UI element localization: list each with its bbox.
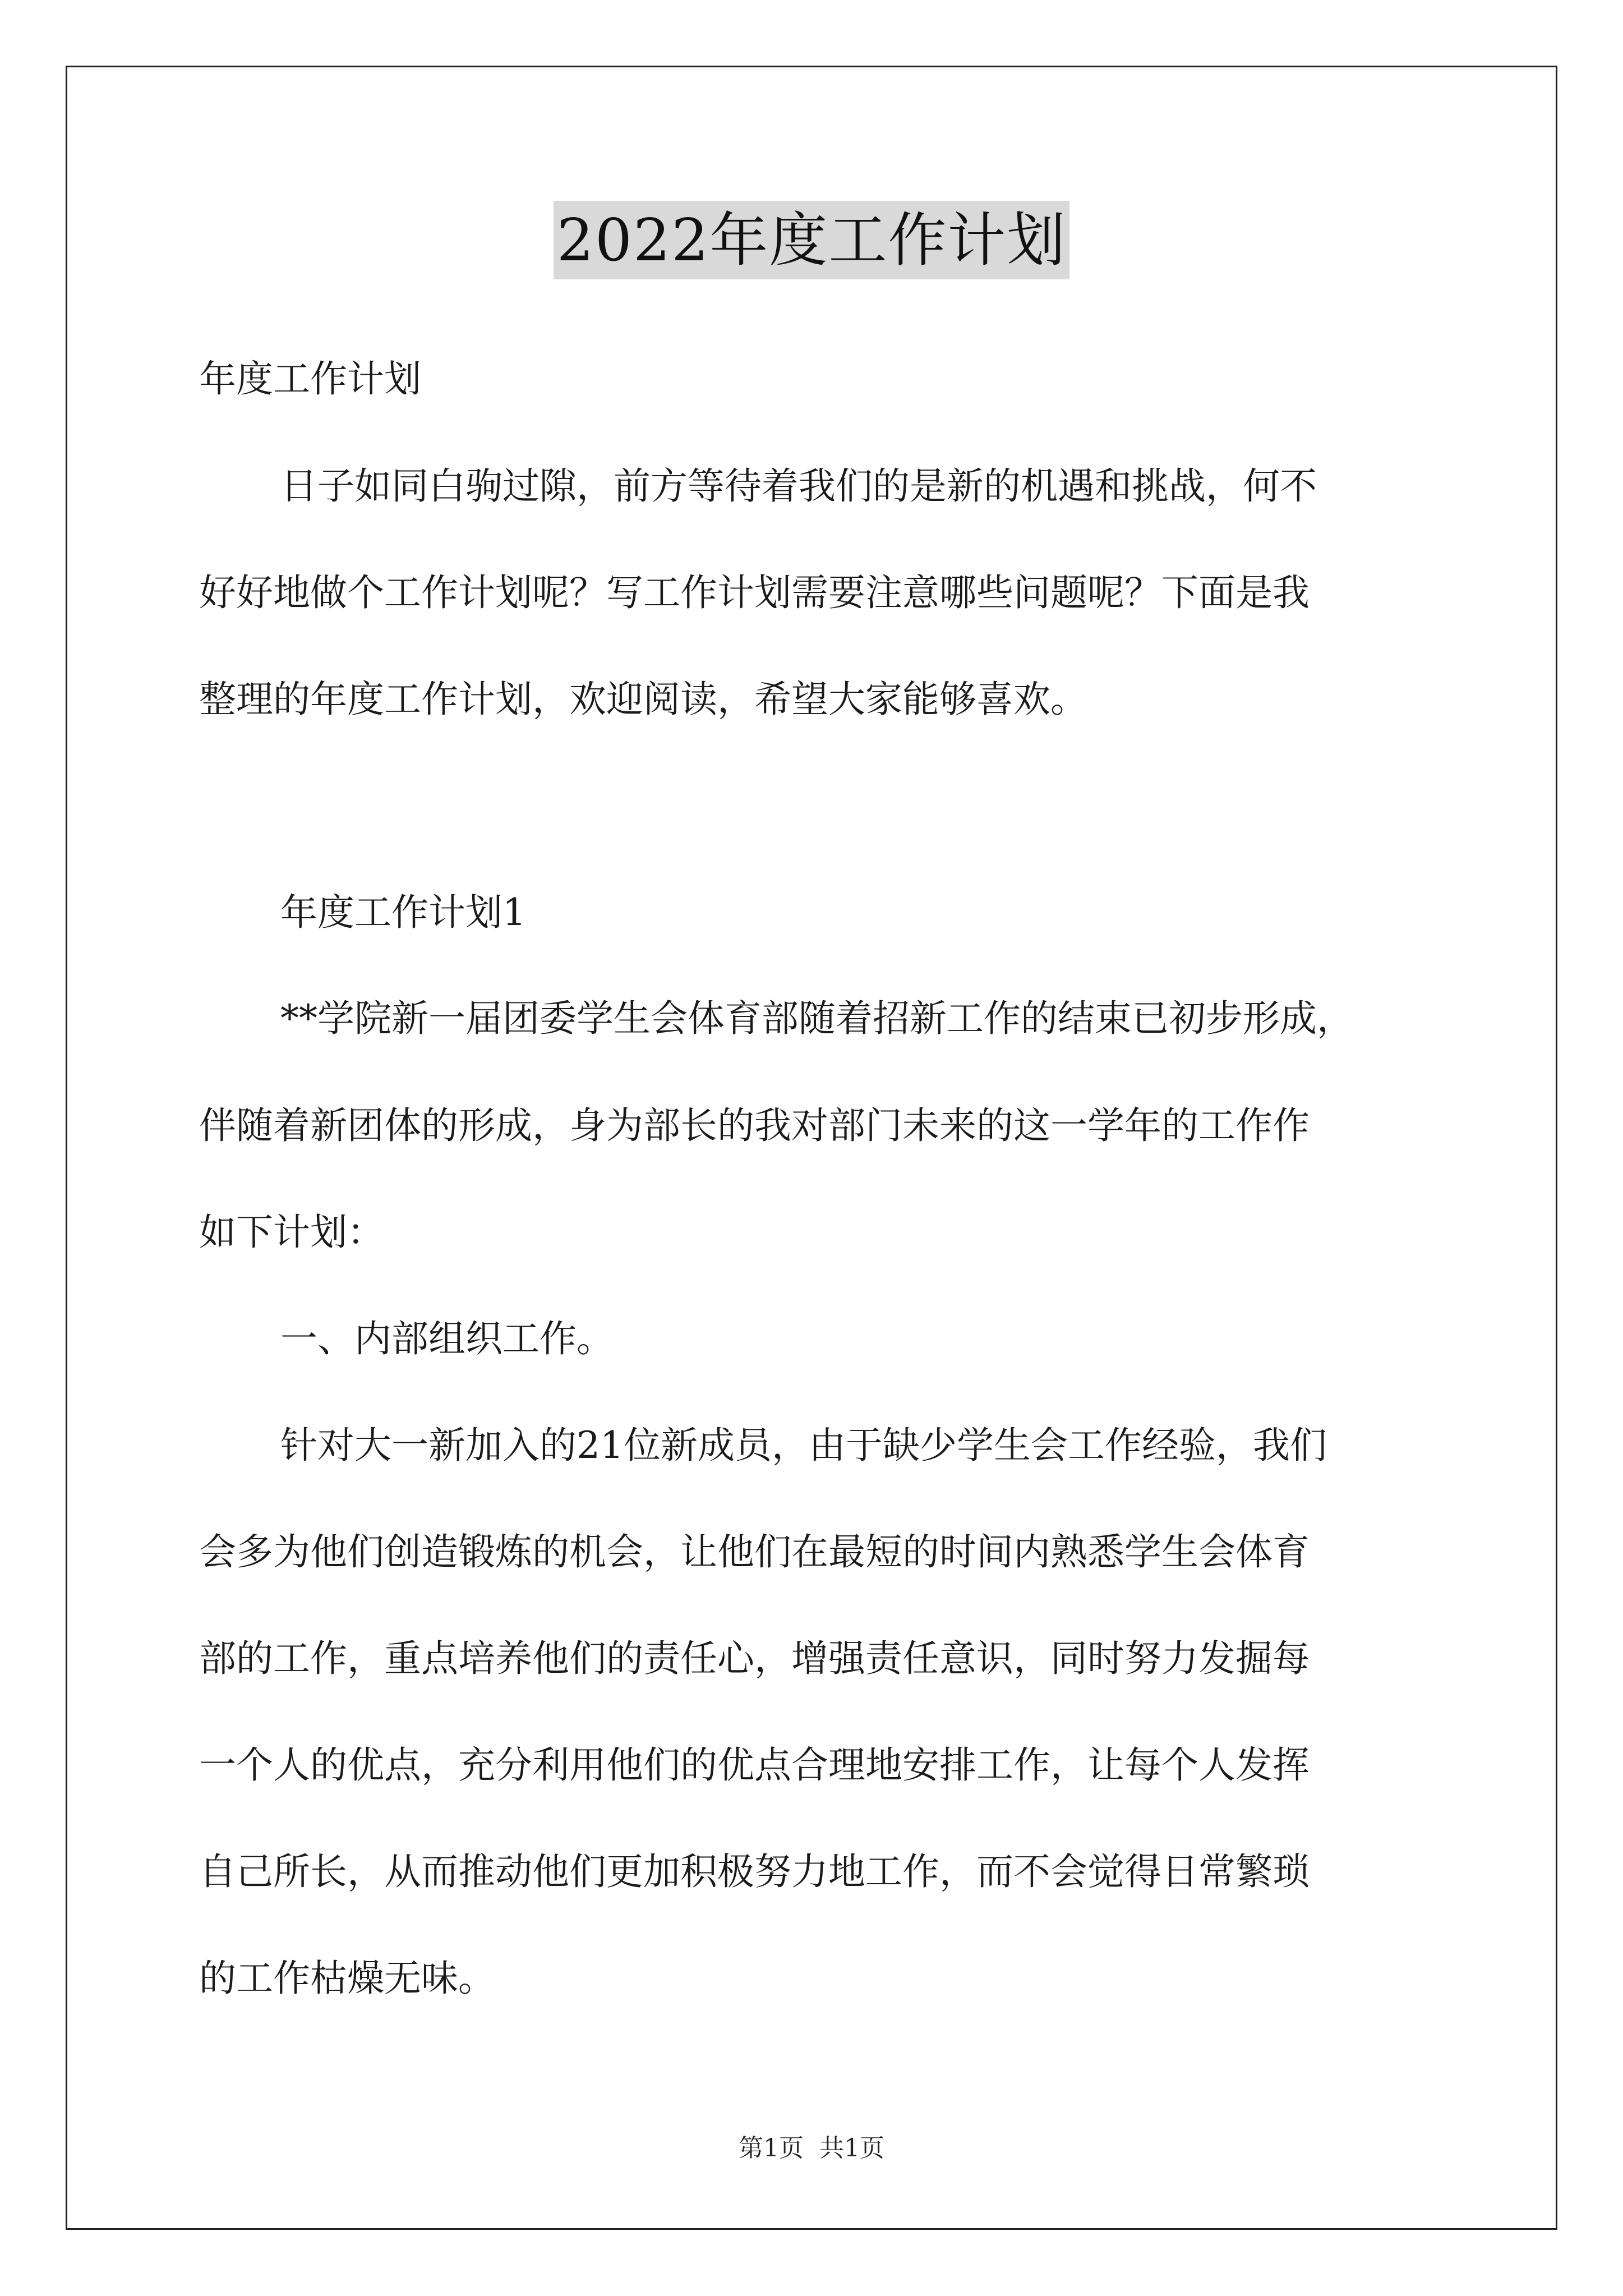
intro-line-1: 日子如同白驹过隙，前方等待着我们的是新的机遇和挑战，何不 bbox=[280, 464, 1317, 508]
page-footer bbox=[0, 2132, 1623, 2165]
body-line-2: 伴随着新团体的形成，身为部长的我对部门未来的这一学年的工作作 bbox=[199, 1104, 1310, 1147]
body-line-8: 自己所长，从而推动他们更加积极努力地工作，而不会觉得日常繁琐 bbox=[199, 1850, 1310, 1893]
document-title: 2022年度工作计划 bbox=[554, 201, 1070, 279]
plan-heading: 年度工作计划1 bbox=[280, 891, 526, 934]
body-line-3: 如下计划： bbox=[199, 1211, 384, 1254]
body-line-1: **学院新一届团委学生会体育部随着招新工作的结束已初步形成， bbox=[280, 997, 1354, 1040]
section-heading: 年度工作计划 bbox=[199, 357, 421, 401]
body-line-9: 的工作枯燥无味。 bbox=[199, 1957, 495, 2000]
subsection-heading: 一、内部组织工作。 bbox=[280, 1317, 614, 1360]
intro-line-2: 好好地做个工作计划呢？写工作计划需要注意哪些问题呢？下面是我 bbox=[199, 571, 1310, 614]
body-line-6: 部的工作，重点培养他们的责任心，增强责任意识，同时努力发掘每 bbox=[199, 1637, 1310, 1680]
page-total: 共1页 bbox=[819, 2134, 884, 2162]
body-line-4: 针对大一新加入的21位新成员，由于缺少学生会工作经验，我们 bbox=[280, 1424, 1327, 1467]
page-number: 第1页 bbox=[739, 2134, 804, 2162]
body-line-5: 会多为他们创造锻炼的机会，让他们在最短的时间内熟悉学生会体育 bbox=[199, 1530, 1310, 1573]
intro-line-3: 整理的年度工作计划，欢迎阅读，希望大家能够喜欢。 bbox=[199, 678, 1087, 721]
title-area bbox=[0, 201, 1623, 279]
body-line-7: 一个人的优点，充分利用他们的优点合理地安排工作，让每个人发挥 bbox=[199, 1743, 1310, 1787]
